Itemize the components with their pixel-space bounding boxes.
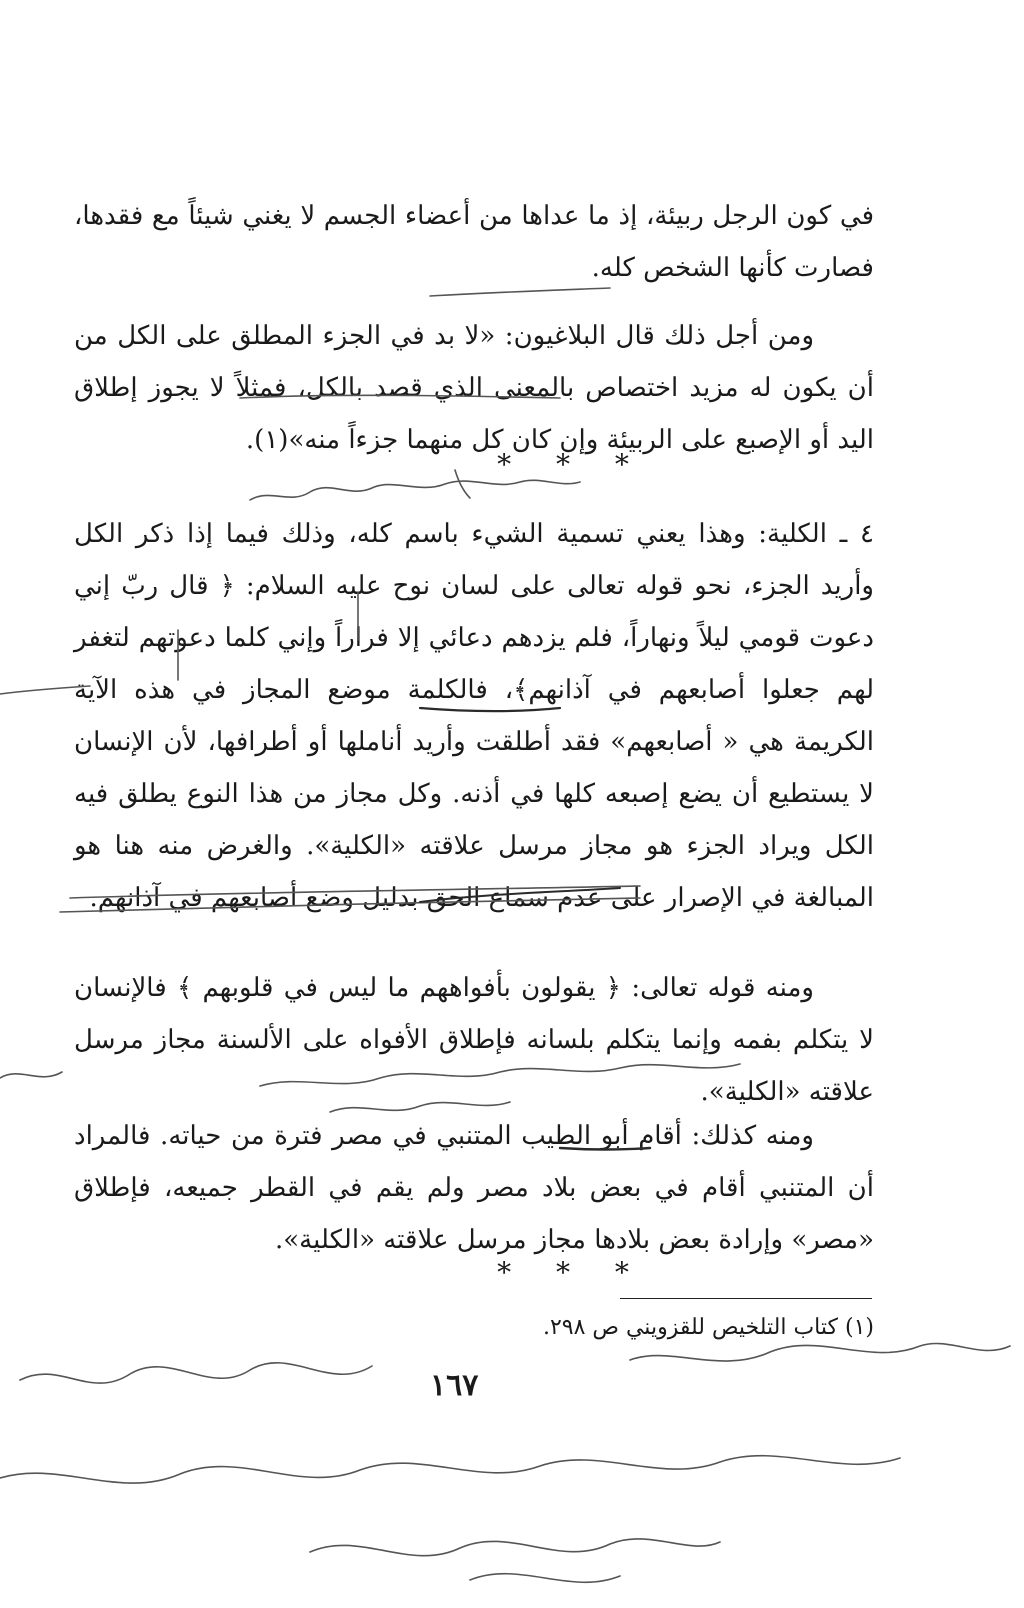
paragraph-text: في كون الرجل ربيئة، إذ ما عداها من أعضاء الجسم لا يغني شيئاً مع فقدها، فصارت كأنها الشخص كله.: [74, 201, 874, 283]
section-separator: * * *: [497, 448, 647, 481]
paragraph-rhetoricians-quote: [74, 310, 874, 466]
paragraph-text: ومن أجل ذلك قال البلاغيون: «لا بد في الجزء المطلق على الكل من أن يكون له مزيد اختصاص بالمعنى الذي قصد بالكل، فمثلاً لا يجوز إطلاق اليد أو الإصبع على الربيئة وإن كان كل منهما جزءاً منه»(١).: [74, 321, 874, 455]
footnote: (١) كتاب التلخيص للقزويني ص ٢٩٨.: [542, 1315, 874, 1340]
paragraph-mouths-example: [74, 962, 874, 1118]
paragraph-text: ٤ ـ الكلية: وهذا يعني تسمية الشيء باسم كله، وذلك فيما إذا ذكر الكل وأريد الجزء، نحو قوله تعالى على لسان نوح عليه السلام: ﴿ قال ربّ إني دعوت قومي ليلاً ونهاراً، فلم يزدهم دعائي إلا فراراً وإني كلما دعوتهم لتغفر لهم جعلوا أصابعهم في آذانهم﴾، فالكلمة موضع المجاز في هذه الآية الكريمة هي « أصابعهم» فقد أطلقت وأريد أناملها أو أطرافها، لأن الإنسان لا يستطيع أن يضع إصبعه كلها في أذنه. وكل مجاز من هذا النوع يطلق فيه الكل ويراد الجزء هو مجاز مرسل علاقته «الكلية». والغرض منه هنا هو المبالغة في الإصرار على عدم سماع الحق بدليل وضع أصابعهم في آذانهم.: [74, 519, 874, 913]
page-number: ١٦٧: [430, 1368, 479, 1403]
paragraph-kulliyya-definition: [74, 508, 874, 924]
paragraph-text: ومنه قوله تعالى: ﴿ يقولون بأفواههم ما ليس في قلوبهم ﴾ فالإنسان لا يتكلم بفمه وإنما يتكلم بلسانه فإطلاق الأفواه على الألسنة مجاز مرسل علاقته «الكلية».: [74, 973, 874, 1107]
paragraph-continuation: [74, 190, 874, 294]
footnote-divider: [620, 1298, 872, 1299]
paragraph-text: ومنه كذلك: أقام أبو الطيب المتنبي في مصر فترة من حياته. فالمراد أن المتنبي أقام في بعض بلاد مصر ولم يقم في القطر جميعه، فإطلاق «مصر» وإرادة بعض بلادها مجاز مرسل علاقته «الكلية».: [74, 1121, 874, 1255]
section-separator: * * *: [497, 1256, 647, 1289]
paragraph-egypt-example: [74, 1110, 874, 1266]
